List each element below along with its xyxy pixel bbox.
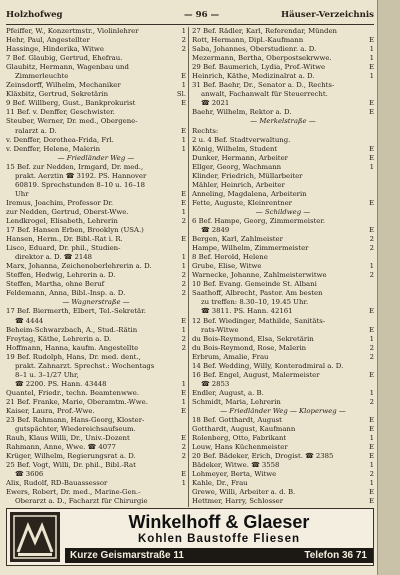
floor-marker: 2 <box>181 36 186 45</box>
directory-entry <box>6 36 186 45</box>
entry-text: Lohmeyer, Berta, Witwe <box>192 470 277 479</box>
directory-entry <box>192 163 374 172</box>
directory-entry <box>192 63 374 72</box>
floor-marker: 1 <box>181 379 186 388</box>
directory-entry <box>192 443 374 452</box>
directory-entry <box>192 479 374 488</box>
directory-entry <box>192 81 374 90</box>
entry-text: 11 Bef. v. Denffer, Geschwister. <box>6 108 115 117</box>
directory-entry <box>6 380 186 389</box>
entry-text: 19 Bef. Rudolph, Hans, Dr. med. dent., <box>6 352 141 361</box>
directory-entry <box>192 289 374 298</box>
entry-text: 25 Bef. Vogt, Willi, Dr. phil., Bibl.-Rat <box>6 461 136 470</box>
directory-entry <box>6 497 186 506</box>
entry-text: Lisco, Eduard, Dr. phil., Studien- <box>6 244 121 253</box>
floor-marker: 2 <box>369 343 374 352</box>
directory-entry <box>6 199 186 208</box>
entry-text: ☎ 4444 <box>15 316 44 325</box>
entry-text: 17 Bef. Biermerth, Elbert, Tel.-Sekretär. <box>6 307 146 316</box>
entry-text: 27 Bef. Rädler, Karl, Referendar, Münden <box>192 27 337 35</box>
entry-text: Grewe, Willi, Arbeiter a. d. B. <box>192 488 296 497</box>
entry-text: Grube, Elise, Witwe <box>192 262 262 271</box>
entry-text: Lendkrogel, Elisabeth, Lehrerin <box>6 216 118 225</box>
floor-marker: E <box>368 497 374 506</box>
entry-text: Rott, Hermann, Dipl.-Kaufmann <box>192 36 304 45</box>
directory-entry <box>6 136 186 145</box>
entry-text: — Merkelstraße — <box>250 117 316 126</box>
directory-entry <box>192 108 374 117</box>
directory-entry <box>192 217 374 226</box>
entry-text: ☎ 2849 <box>201 226 230 235</box>
directory-entry <box>6 488 186 497</box>
floor-marker: 1 <box>369 388 374 397</box>
directory-entry <box>192 136 374 145</box>
entry-text: Erbrum, Amalie, Frau <box>192 352 269 361</box>
floor-marker: E <box>180 470 186 479</box>
entry-text: Louw, Hans Küchenmeister <box>192 443 288 452</box>
entry-text: 16 Bef. Engel, August, Malermeister <box>192 370 320 379</box>
entry-text: Kläxbitz, Gertrud, Sekretärin <box>6 90 109 99</box>
directory-entry <box>192 344 374 353</box>
floor-marker: E <box>180 316 186 325</box>
entry-text: Hehr, Paul, Angestellter <box>6 36 90 45</box>
entry-text: anwalt, Fachanwalt für Steuerrecht. <box>201 90 328 99</box>
entry-text: 29 Bef. Baumerich, Lydia, Prof.-Witwe <box>192 63 326 72</box>
floor-marker: E <box>368 425 374 434</box>
directory-entry <box>6 145 186 154</box>
directory-entry <box>6 434 186 443</box>
directory-entry <box>192 488 374 497</box>
directory-entry <box>192 172 374 181</box>
floor-marker: 1 <box>369 461 374 470</box>
directory-entry <box>192 99 374 108</box>
entry-text: Dunker, Hermann, Arbeiter <box>192 153 288 162</box>
floor-marker: E <box>368 370 374 379</box>
entry-text: Feldemann, Anna, Bibl.-Insp. a. D. <box>6 289 126 298</box>
directory-entry <box>6 181 186 190</box>
directory-entry <box>6 253 186 262</box>
floor-marker: 2 <box>181 45 186 54</box>
entry-text: Steffen, Hedwig, Lehrerin a. D. <box>6 271 116 280</box>
entry-text: Iremus, Joachim, Professor Dr. <box>6 198 114 207</box>
entry-text: zu treffen: 8.30–10, 19.45 Uhr. <box>201 298 309 307</box>
entry-text: Mezermann, Bertha, Oberpostsekrwwe. <box>192 54 332 63</box>
page-header <box>6 10 374 22</box>
entry-text: 23 Bef. Rahmann, Hans-Georg, Kloster- <box>6 416 145 425</box>
directory-entry <box>6 226 186 235</box>
entry-text: rats-Witwe <box>201 325 239 334</box>
company-logo <box>10 512 60 562</box>
entry-text: Bädeker, Witwe. ☎ 3558 <box>192 461 280 470</box>
entry-text: 14 Bef. Wedding, Willy, Konteradmiral a. D. <box>192 361 344 370</box>
entry-text: Heinrich, Käthe, Medizinalrat a. D. <box>192 72 315 81</box>
entry-text: Klinder, Friedrich, Müllarbeiter <box>192 171 303 180</box>
floor-marker: 1 <box>181 207 186 216</box>
entry-text: ☎ 3606 <box>15 470 44 479</box>
floor-marker: E <box>180 406 186 415</box>
directory-entry <box>6 479 186 488</box>
directory-entry <box>192 326 374 335</box>
entry-text: Krüger, Wilhelm, Regierungsrat a. D. <box>6 452 136 461</box>
floor-marker: 2 <box>181 343 186 352</box>
floor-marker: E <box>368 488 374 497</box>
directory-entry <box>192 280 374 289</box>
directory-entry <box>192 90 374 99</box>
directory-entry <box>192 353 374 362</box>
street-heading <box>192 117 374 126</box>
floor-marker: E <box>180 99 186 108</box>
facing-page-edge <box>377 0 400 575</box>
directory-entry <box>192 271 374 280</box>
directory-entry <box>6 244 186 253</box>
floor-marker: 2 <box>181 271 186 280</box>
directory-entry <box>6 289 186 298</box>
directory-entry <box>6 389 186 398</box>
floor-marker: E <box>368 198 374 207</box>
entry-text: Fette, Auguste, Kleinrentner <box>192 198 292 207</box>
floor-marker: E <box>368 443 374 452</box>
floor-marker: 1 <box>181 253 186 262</box>
entry-text: 7 Bef. Glaubig, Gertrud, Ehefrau. <box>6 54 123 63</box>
directory-entry <box>6 190 186 199</box>
floor-marker: 1 <box>369 434 374 443</box>
entry-text: gutspächter, Wiedereichsaufseum. <box>15 425 136 434</box>
entry-text: 12 Bef. Wiedinger, Mathilde, Sanitäts- <box>192 316 326 325</box>
floor-marker: 2 <box>369 470 374 479</box>
directory-entry <box>6 127 186 136</box>
directory-entry <box>192 380 374 389</box>
entry-text: du Bois-Reymond, Elsa, Sekretärin <box>192 334 314 343</box>
directory-entry <box>192 72 374 81</box>
directory-entry <box>192 416 374 425</box>
right-column <box>192 27 374 507</box>
entry-text: zur Nedden, Gertrud, Oberst-Wwe. <box>6 207 129 216</box>
directory-entry <box>6 27 186 36</box>
entry-text: Rolenberg, Otto, Fabrikant <box>192 434 287 443</box>
entry-text: Gotthardt, August, Kaufmann <box>192 425 296 434</box>
directory-entry <box>6 371 186 380</box>
entry-text: 60819. Sprechstunden 8–10 u. 16–18 <box>15 180 145 189</box>
directory-entry <box>192 253 374 262</box>
entry-text: Hoffmann, Hanna, kaufm. Angestellte <box>6 343 139 352</box>
floor-marker: E <box>368 452 374 461</box>
directory-entry <box>6 443 186 452</box>
entry-text: Glaubitz, Hermann, Wagenbau und <box>6 63 129 72</box>
floor-marker: 1 <box>369 334 374 343</box>
entry-text: Rechts: <box>192 126 219 135</box>
advertiser-address: Kurze Geismarstraße 11 <box>70 550 184 561</box>
floor-marker: 2 <box>369 271 374 280</box>
floor-marker: E <box>368 144 374 153</box>
floor-marker: 1 <box>369 162 374 171</box>
directory-entry <box>6 506 186 507</box>
directory-entry <box>6 344 186 353</box>
directory-entry <box>192 298 374 307</box>
entry-text: Bergen, Karl, Zahlmeister <box>192 235 283 244</box>
directory-entry <box>6 307 186 316</box>
entry-text: 2 u. 4 Bef. Stadtverwaltung. <box>192 135 291 144</box>
directory-entry <box>6 54 186 63</box>
floor-marker: 1 <box>369 45 374 54</box>
entry-text: 9 Bef. Willberg, Gust., Bankprokurist <box>6 99 136 108</box>
entry-text: 10 Bef. Evang. Gemeinde St. Albani <box>192 280 317 289</box>
entry-text: — Schildweg — <box>255 207 311 216</box>
entry-text: 6 Bef. Hampe, Georg, Zimmermeister. <box>192 216 326 225</box>
directory-entry <box>6 172 186 181</box>
entry-text: Hansen, Herm., Dr. Bibl.-Rat i. R. <box>6 235 123 244</box>
directory-entry <box>192 54 374 63</box>
entry-text: — Friedländer Weg — <box>57 153 135 162</box>
entry-text: ☎ 3811. PS. Hann. 42161 <box>201 307 293 316</box>
entry-text: Saathoff, Albrecht, Pastor. Am besten <box>192 289 323 298</box>
directory-entry <box>192 398 374 407</box>
floor-marker: 2 <box>181 443 186 452</box>
entry-text: Zimmerleuchte <box>15 72 69 81</box>
entry-text: Oberarzt a. D., Facharzt für Chirurgie <box>15 497 148 506</box>
directory-entry <box>6 335 186 344</box>
directory-entry <box>192 244 374 253</box>
floor-marker: E <box>180 198 186 207</box>
entry-text: 15 Bef. zur Nedden, Irmgard, Dr. med., <box>6 162 144 171</box>
entry-text: Schmidt, Maria, Lehrerin <box>192 397 281 406</box>
floor-marker: E <box>180 235 186 244</box>
entry-text: Kaiser, Laura, Prof.-Wwe. <box>6 406 95 415</box>
entry-text: v. Denffer, Helene, Malerin <box>6 144 101 153</box>
directory-entry <box>192 36 374 45</box>
directory-entry <box>6 362 186 371</box>
column-divider <box>188 27 189 507</box>
entry-text: Rauh, Klaus Willi, Dr., Univ.-Dozent <box>6 434 130 443</box>
entry-text: 21 Bef. Franke, Marie, Oberamtm.-Wwe. <box>6 397 148 406</box>
directory-entry <box>192 199 374 208</box>
directory-entry <box>6 407 186 416</box>
floor-marker: 2 <box>181 280 186 289</box>
floor-marker: 2 <box>181 289 186 298</box>
directory-entry <box>6 280 186 289</box>
entry-text: Endler, August, a. B. <box>192 388 264 397</box>
entry-text: König, Wilhelm, Student <box>192 144 278 153</box>
directory-entry <box>6 117 186 126</box>
street-heading <box>192 208 374 217</box>
entry-text: Baehr, Wilhelm, Rektor a. D. <box>192 108 292 117</box>
entry-text: Zeinsdorff, Wilhelm, Mechaniker <box>6 81 121 90</box>
entry-text: Ewers, Robert, Dr. med., Marine-Gen.- <box>6 488 141 497</box>
floor-marker: E <box>180 189 186 198</box>
floor-marker: E <box>180 434 186 443</box>
floor-marker: E <box>368 36 374 45</box>
directory-entry <box>192 371 374 380</box>
entry-text: du Bois-Reymond, Rose, Malerin <box>192 343 307 352</box>
directory-entry <box>6 317 186 326</box>
directory-entry <box>192 307 374 316</box>
directory-entry <box>192 45 374 54</box>
directory-entry <box>6 108 186 117</box>
street-heading <box>6 154 186 163</box>
entry-text: direktor a. D. ☎ 2148 <box>15 253 93 262</box>
entry-text: 8 Bef. Herold, Helene <box>192 253 268 262</box>
floor-marker: E <box>368 63 374 72</box>
entry-text: — Friedländer Weg — Kloperweg — <box>220 406 346 415</box>
directory-entry <box>192 154 374 163</box>
entry-text: ☎ 2021 <box>201 99 230 108</box>
floor-marker: 1 <box>181 81 186 90</box>
street-heading <box>192 407 374 416</box>
directory-entry <box>6 63 186 72</box>
entry-text: Warnecke, Johanne, Zahlmeisterwitwe <box>192 271 327 280</box>
floor-marker: 1 <box>369 479 374 488</box>
floor-marker: 1 <box>369 262 374 271</box>
advertisement <box>6 508 374 566</box>
left-column <box>6 27 186 507</box>
directory-entry <box>192 335 374 344</box>
floor-marker: E <box>368 99 374 108</box>
entry-text: Quantel, Friedr., techn. Beamtenwwe. <box>6 388 140 397</box>
entry-text: Marx, Johanna, Zeichenoberlehrerin a. D. <box>6 262 152 271</box>
directory-entry <box>6 208 186 217</box>
floor-marker: 2 <box>181 452 186 461</box>
directory-entry <box>192 497 374 506</box>
floor-marker: 1 <box>181 144 186 153</box>
floor-marker: E <box>368 108 374 117</box>
floor-marker: 2 <box>369 235 374 244</box>
entry-text: Anneling, Magdalena, Arbeiterin <box>192 189 307 198</box>
entry-text: Rahmann, Anne, Wwe. ☎ 4077 <box>6 443 116 452</box>
directory-entry <box>192 425 374 434</box>
entry-text: Uhr <box>15 189 29 198</box>
directory-entry <box>192 362 374 371</box>
entry-text: 8–1 u. 3–1/27 Uhr, <box>15 370 79 379</box>
advertiser-name: Winkelhoff & Glaeser <box>128 512 310 532</box>
entry-text: Hampe, Wilhelm, Zimmermeister <box>192 244 309 253</box>
directory-entry <box>192 461 374 470</box>
entry-text: 18 Bef. Gotthardt, August <box>192 416 282 425</box>
directory-entry <box>6 99 186 108</box>
directory-entry <box>6 90 186 99</box>
entry-text: Steffen, Martha, ohne Beruf <box>6 280 105 289</box>
advertiser-contact-bar <box>65 548 373 563</box>
directory-entry <box>6 416 186 425</box>
entry-text: 31 Bef. Baehr, Dr., Senator a. D., Rechts- <box>192 81 335 90</box>
entry-text: Pfeiffer, W., Konzertmstr., Violinlehrer <box>6 27 139 35</box>
floor-marker: E <box>368 325 374 334</box>
entry-text: 17 Bef. Hansen Erben, Brooklyn (USA.) <box>6 226 144 235</box>
directory-entry <box>192 190 374 199</box>
floor-marker: E <box>180 72 186 81</box>
directory-entry <box>192 226 374 235</box>
floor-marker: E <box>180 126 186 135</box>
entry-text: Freytag, Käthe, Lehrerin a. D. <box>6 334 112 343</box>
directory-entry <box>192 317 374 326</box>
entry-text <box>6 506 167 507</box>
directory-entry <box>192 145 374 154</box>
floor-marker: Sl. <box>176 90 186 99</box>
directory-entry <box>6 326 186 335</box>
directory-entry <box>6 470 186 479</box>
floor-marker: E <box>180 388 186 397</box>
directory-entry <box>192 452 374 461</box>
entry-text: Alix, Rudolf, RD-Bauassessor <box>6 479 108 488</box>
floor-marker: 2 <box>369 244 374 253</box>
directory-entry <box>6 461 186 470</box>
entry-text: Beheim-Schwarzbach, A., Stud.-Rätin <box>6 325 138 334</box>
entry-text: Saba, Johannes, Oberstudienr. a. D. <box>192 45 317 54</box>
floor-marker: E <box>368 416 374 425</box>
floor-marker: 1 <box>181 479 186 488</box>
directory-entry <box>6 235 186 244</box>
directory-entry <box>192 127 374 136</box>
entry-text: prakt. Aerztin ☎ 3192. PS. Hannover <box>15 171 147 180</box>
entry-text: Mähler, Heinrich, Arbeiter <box>192 180 285 189</box>
entry-text: 20 Bef. Bädeker, Erich, Drogist. ☎ 2385 <box>192 452 334 461</box>
floor-marker: 1 <box>181 27 186 35</box>
entry-text: Hettmer, Harry, Schlosser <box>192 497 284 506</box>
directory-entry <box>192 434 374 443</box>
entry-text: Kahle, Dr., Frau <box>192 479 248 488</box>
directory-entry <box>192 27 374 36</box>
directory-entry <box>6 425 186 434</box>
directory-entry <box>192 181 374 190</box>
floor-marker: 1 <box>369 72 374 81</box>
directory-entry <box>192 235 374 244</box>
floor-marker: 1 <box>181 397 186 406</box>
floor-marker: 2 <box>369 352 374 361</box>
directory-entry <box>6 262 186 271</box>
directory-entry <box>6 271 186 280</box>
floor-marker: 1 <box>181 135 186 144</box>
directory-entry <box>192 262 374 271</box>
directory-entry <box>6 72 186 81</box>
advertiser-products: Kohlen Baustoffe Fliesen <box>137 533 301 545</box>
header-rule <box>6 24 374 25</box>
directory-entry <box>192 389 374 398</box>
floor-marker: 1 <box>369 54 374 63</box>
floor-marker: 2 <box>181 334 186 343</box>
floor-marker: 2 <box>181 216 186 225</box>
header-street: Holzhofweg <box>6 10 63 20</box>
page-number: — 96 — <box>184 10 220 20</box>
directory-entry <box>6 398 186 407</box>
entry-text: ☎ 2200. PS. Hann. 43448 <box>15 379 107 388</box>
directory-entry <box>6 163 186 172</box>
entry-text: Steuber, Werner, Dr. med., Obergene- <box>6 117 138 126</box>
entry-text: Hassinge, Hinderika, Witwe <box>6 45 104 54</box>
entry-text: — Wagnerstraße — <box>62 298 130 307</box>
floor-marker: E <box>368 307 374 316</box>
header-section-title: Häuser-Verzeichnis <box>280 10 374 20</box>
floor-marker: 1 <box>181 325 186 334</box>
entry-text: Ellger, Georg, Wachmann <box>192 162 282 171</box>
floor-marker: 1 <box>181 262 186 271</box>
advertiser-phone: Telefon 36 71 <box>304 550 367 561</box>
floor-marker: E <box>368 226 374 235</box>
directory-entry <box>6 452 186 461</box>
entry-text: v. Denffer, Dorothea-Frida, Frl. <box>6 135 114 144</box>
floor-marker: 2 <box>369 397 374 406</box>
directory-entry <box>6 217 186 226</box>
directory-entry <box>192 470 374 479</box>
entry-text: prakt. Zahnarzt. Sprechst.: Wochentags <box>15 361 155 370</box>
street-heading <box>6 298 186 307</box>
directory-entry <box>6 353 186 362</box>
entry-text: ralarzt a. D. <box>15 126 57 135</box>
directory-entry <box>6 81 186 90</box>
entry-text: ☎ 2853 <box>201 379 230 388</box>
floor-marker: E <box>368 153 374 162</box>
directory-entry <box>6 45 186 54</box>
